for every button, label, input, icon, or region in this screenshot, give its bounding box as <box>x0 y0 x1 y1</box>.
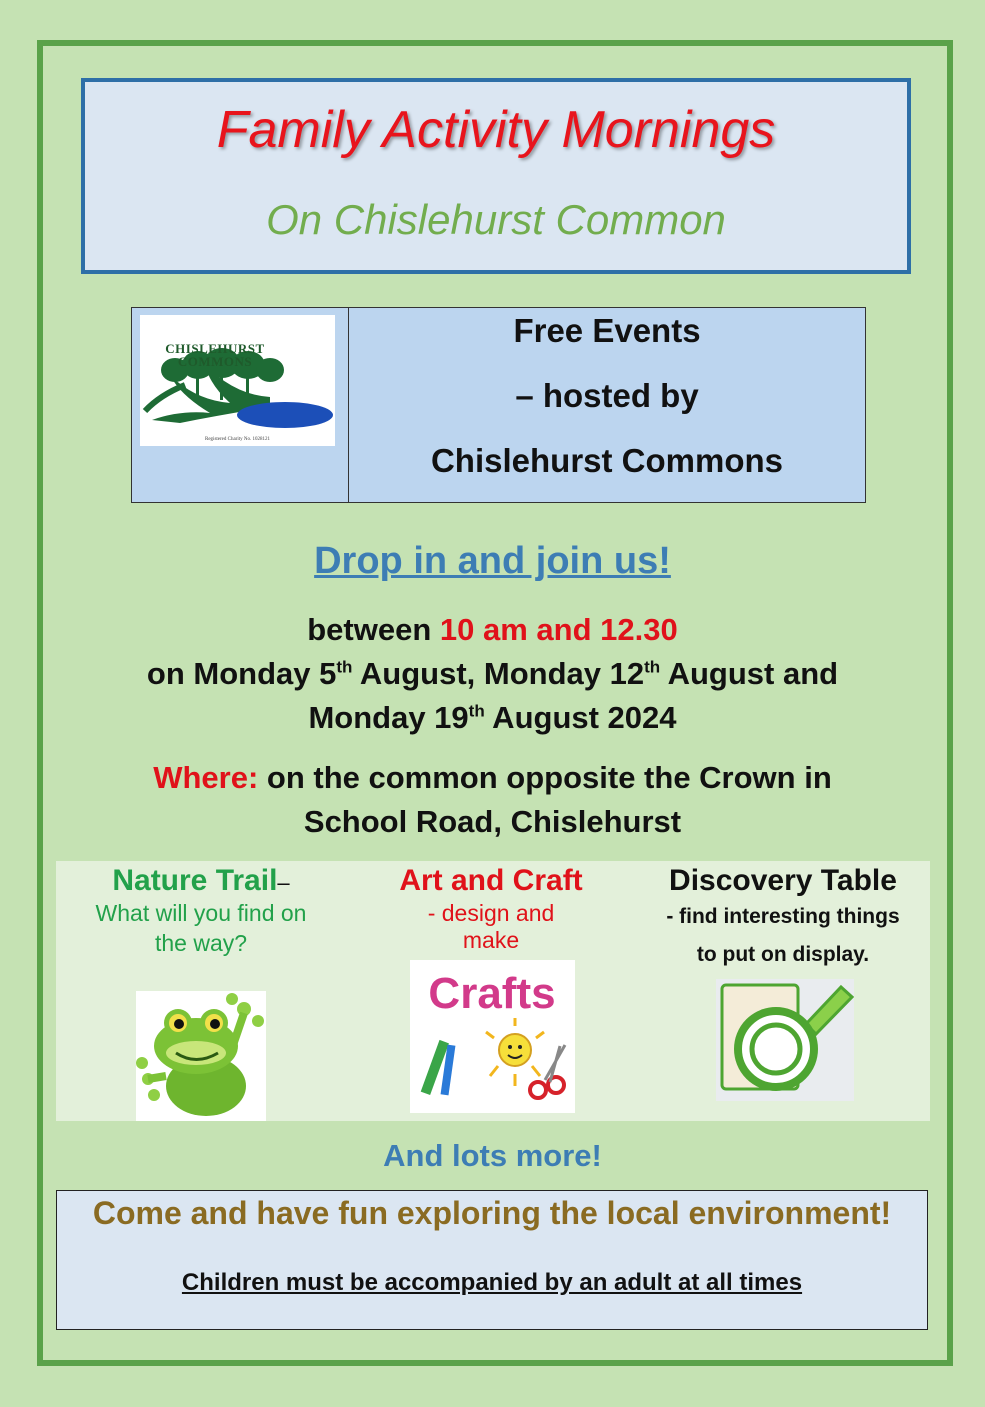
location-line-1 <box>0 756 985 800</box>
date-2: August, Monday 12 <box>352 656 645 691</box>
date-2-month: August and <box>660 656 839 691</box>
nature-trail-title-text: Nature Trail <box>112 864 278 897</box>
lots-more-text: And lots more! <box>383 1138 602 1173</box>
host-logo-cell <box>132 308 349 502</box>
bottom-note-box <box>56 1190 928 1330</box>
discovery-table-desc-1: - find interesting things <box>666 905 900 928</box>
schedule-line-2 <box>0 652 985 696</box>
children-notice: Children must be accompanied by an adult at all times <box>181 1269 803 1296</box>
activities-panel <box>56 861 930 1121</box>
magnifying-glass-icon <box>716 979 854 1101</box>
nature-trail-title <box>56 864 346 898</box>
chislehurst-commons-logo <box>140 315 335 446</box>
schedule-between: between <box>307 612 440 647</box>
discovery-table-title: Discovery Table <box>669 864 897 897</box>
host-text-cell <box>349 308 865 502</box>
date-1-suffix: th <box>336 657 353 677</box>
art-craft-desc-2: make <box>462 927 520 953</box>
fun-message: Come and have fun exploring the local environment! <box>92 1195 892 1231</box>
page-subtitle: On Chislehurst Common <box>266 196 726 243</box>
art-craft-desc-1: - design and <box>427 900 555 926</box>
frog-image <box>136 991 266 1121</box>
schedule-line-3 <box>0 696 985 740</box>
crafts-image <box>410 960 575 1113</box>
location-label: Where: <box>153 760 259 795</box>
logo-line-1: CHISLEHURST <box>165 341 265 356</box>
schedule-time: 10 am and 12.30 <box>439 612 678 647</box>
location-text-1: on the common opposite the Crown in <box>258 760 832 795</box>
date-3-month: August 2024 <box>484 700 677 735</box>
date-3-suffix: th <box>468 701 485 721</box>
date-2-suffix: th <box>644 657 661 677</box>
crafts-icon <box>410 960 575 1113</box>
date-1: on Monday 5 <box>146 656 337 691</box>
nature-trail-desc-1: What will you find on <box>95 900 307 926</box>
host-line-1: Free Events <box>513 312 701 349</box>
schedule-text <box>0 608 985 740</box>
schedule-line-1 <box>0 608 985 652</box>
nature-trail-dash: – <box>277 870 290 895</box>
host-table <box>131 307 866 503</box>
frog-icon <box>136 991 266 1121</box>
magnifier-image <box>716 979 854 1101</box>
location-line-2: School Road, Chislehurst <box>303 804 682 839</box>
title-box <box>81 78 911 274</box>
date-3: Monday 19 <box>308 700 469 735</box>
page-title: Family Activity Mornings <box>216 101 776 159</box>
logo-charity-number: Registered Charity No. 1028121 <box>205 437 270 442</box>
logo-line-2: COMMONS <box>177 354 253 369</box>
crafts-word: Crafts <box>428 969 556 1018</box>
drop-in-heading: Drop in and join us! <box>314 540 671 582</box>
art-craft-title: Art and Craft <box>399 864 583 897</box>
location-text <box>0 756 985 844</box>
host-line-2: – hosted by <box>515 377 699 414</box>
discovery-table-desc-2: to put on display. <box>696 943 870 966</box>
host-line-3: Chislehurst Commons <box>430 442 784 479</box>
trees-lake-icon <box>140 315 335 446</box>
logo-text <box>140 342 290 368</box>
nature-trail-desc-2: the way? <box>154 930 248 956</box>
